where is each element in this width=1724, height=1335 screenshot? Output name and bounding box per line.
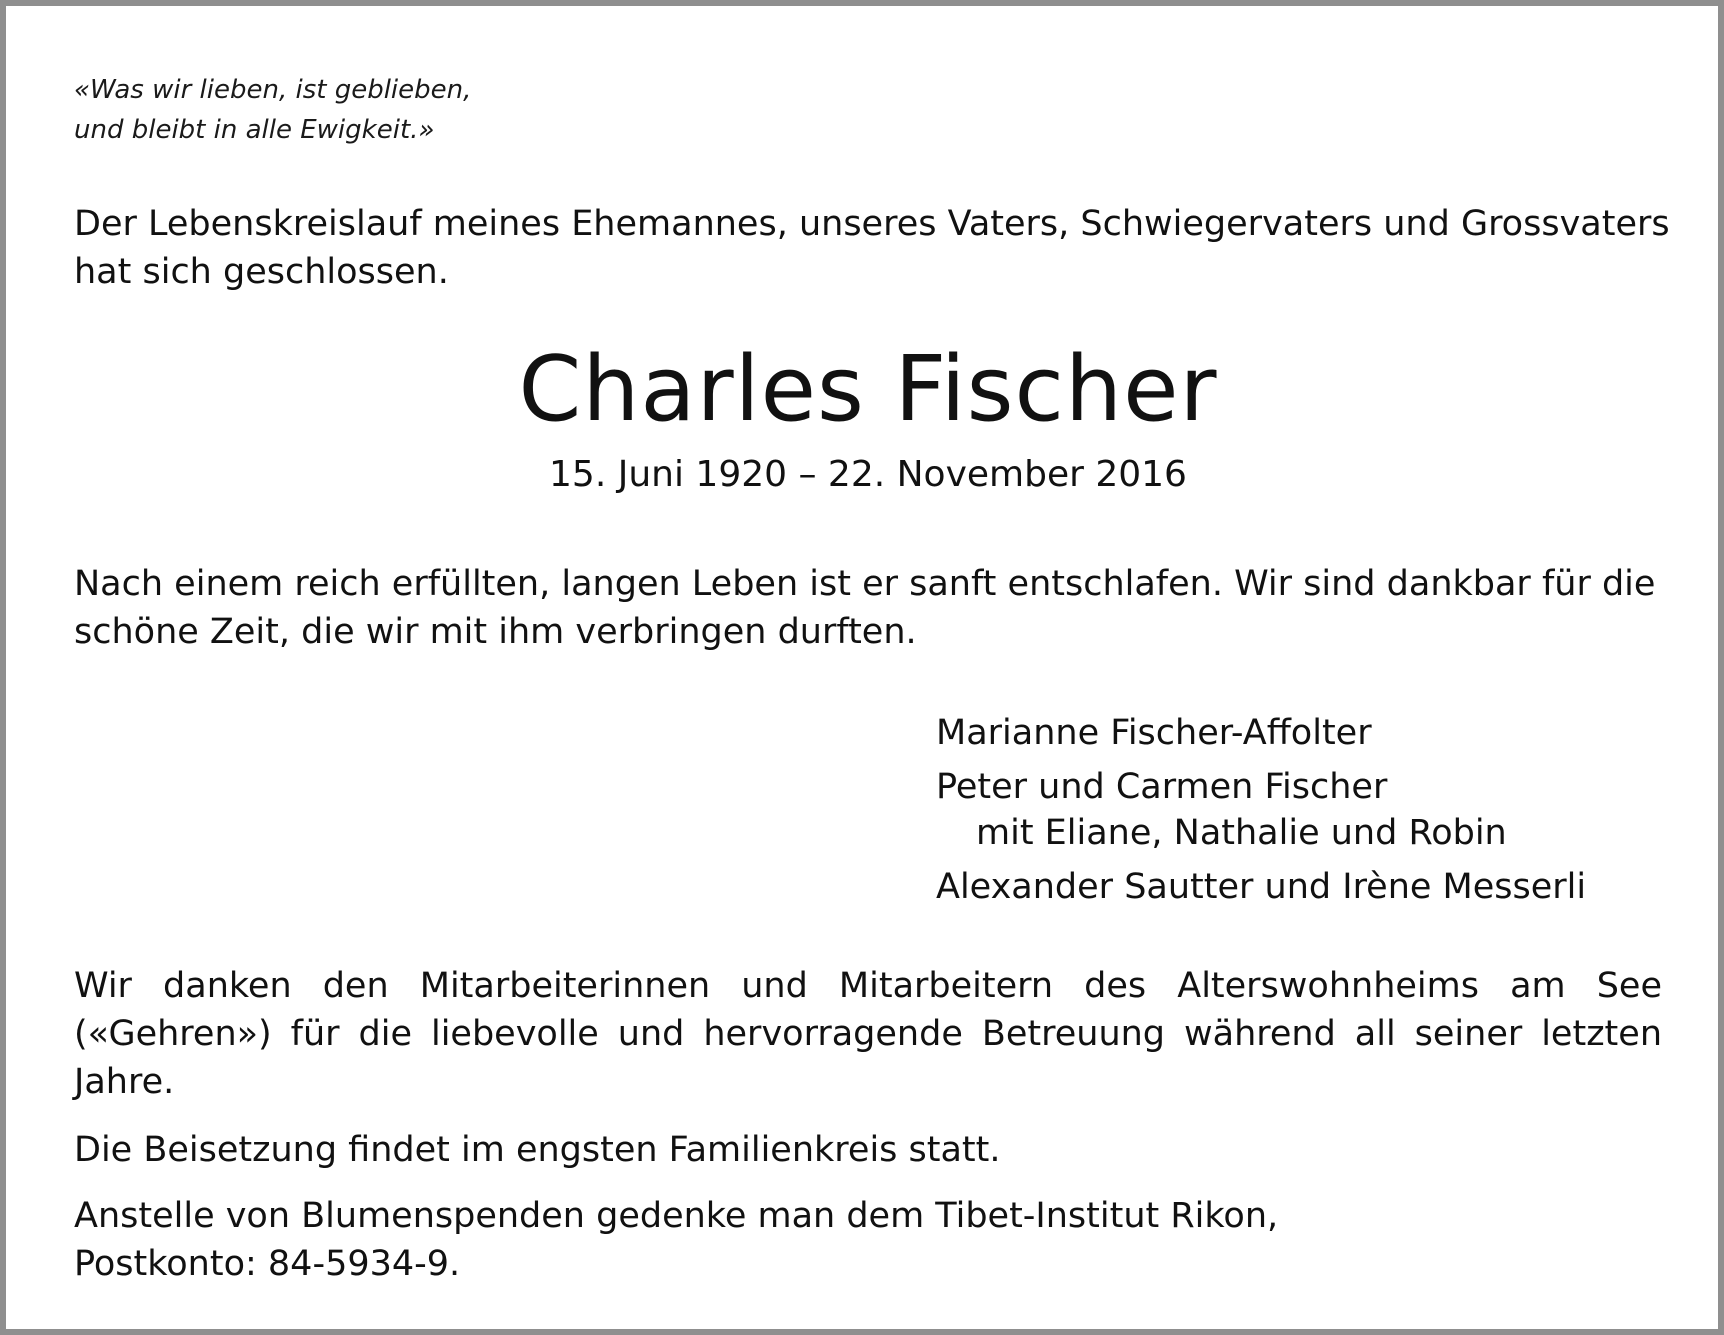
motto-quote	[74, 70, 1662, 150]
thanks-line-3: Jahre.	[74, 1062, 175, 1102]
intro-line-2: hat sich geschlossen.	[74, 252, 449, 292]
passage-line-1: Nach einem reich erfüllten, langen Leben ist er sanft entschlafen. Wir sind dankbar für die	[74, 564, 1656, 604]
passage-paragraph	[74, 560, 1662, 656]
intro-line-1: Der Lebenskreislauf meines Ehemannes, unseres Vaters, Schwiegervaters und Grossvaters	[74, 204, 1670, 244]
donation-line-1: Anstelle von Blumenspenden gedenke man dem Tibet-Institut Rikon,	[74, 1196, 1279, 1236]
passage-line-2: schöne Zeit, die wir mit ihm verbringen durften.	[74, 612, 917, 652]
deceased-name: Charles Fischer	[518, 337, 1218, 442]
mourner-name: Marianne Fischer-Affolter	[936, 713, 1372, 753]
intro-paragraph	[74, 200, 1670, 296]
obituary-notice	[74, 70, 1670, 1288]
burial-notice: Die Beisetzung findet im engsten Familienkreis statt.	[74, 1130, 1001, 1170]
life-dates: 15. Juni 1920 – 22. November 2016	[549, 454, 1187, 495]
donation-notice	[74, 1192, 1662, 1288]
mourner-name: mit Eliane, Nathalie und Robin	[976, 813, 1507, 853]
mourner-name: Alexander Sautter und Irène Messerli	[936, 867, 1587, 907]
thanks-line-2: («Gehren») für die liebevolle und hervorragende Betreuung während all seiner letzten	[74, 1014, 1662, 1054]
donation-line-2: Postkonto: 84-5934-9.	[74, 1244, 461, 1284]
mourner-name: Peter und Carmen Fischer	[936, 767, 1388, 807]
mourners-list	[936, 708, 1662, 912]
thanks-paragraph	[74, 962, 1662, 1106]
motto-line-2: und bleibt in alle Ewigkeit.»	[74, 115, 435, 145]
thanks-line-1: Wir danken den Mitarbeiterinnen und Mitarbeitern des Alterswohnheims am See	[74, 966, 1662, 1006]
motto-line-1: «Was wir lieben, ist geblieben,	[74, 75, 472, 105]
